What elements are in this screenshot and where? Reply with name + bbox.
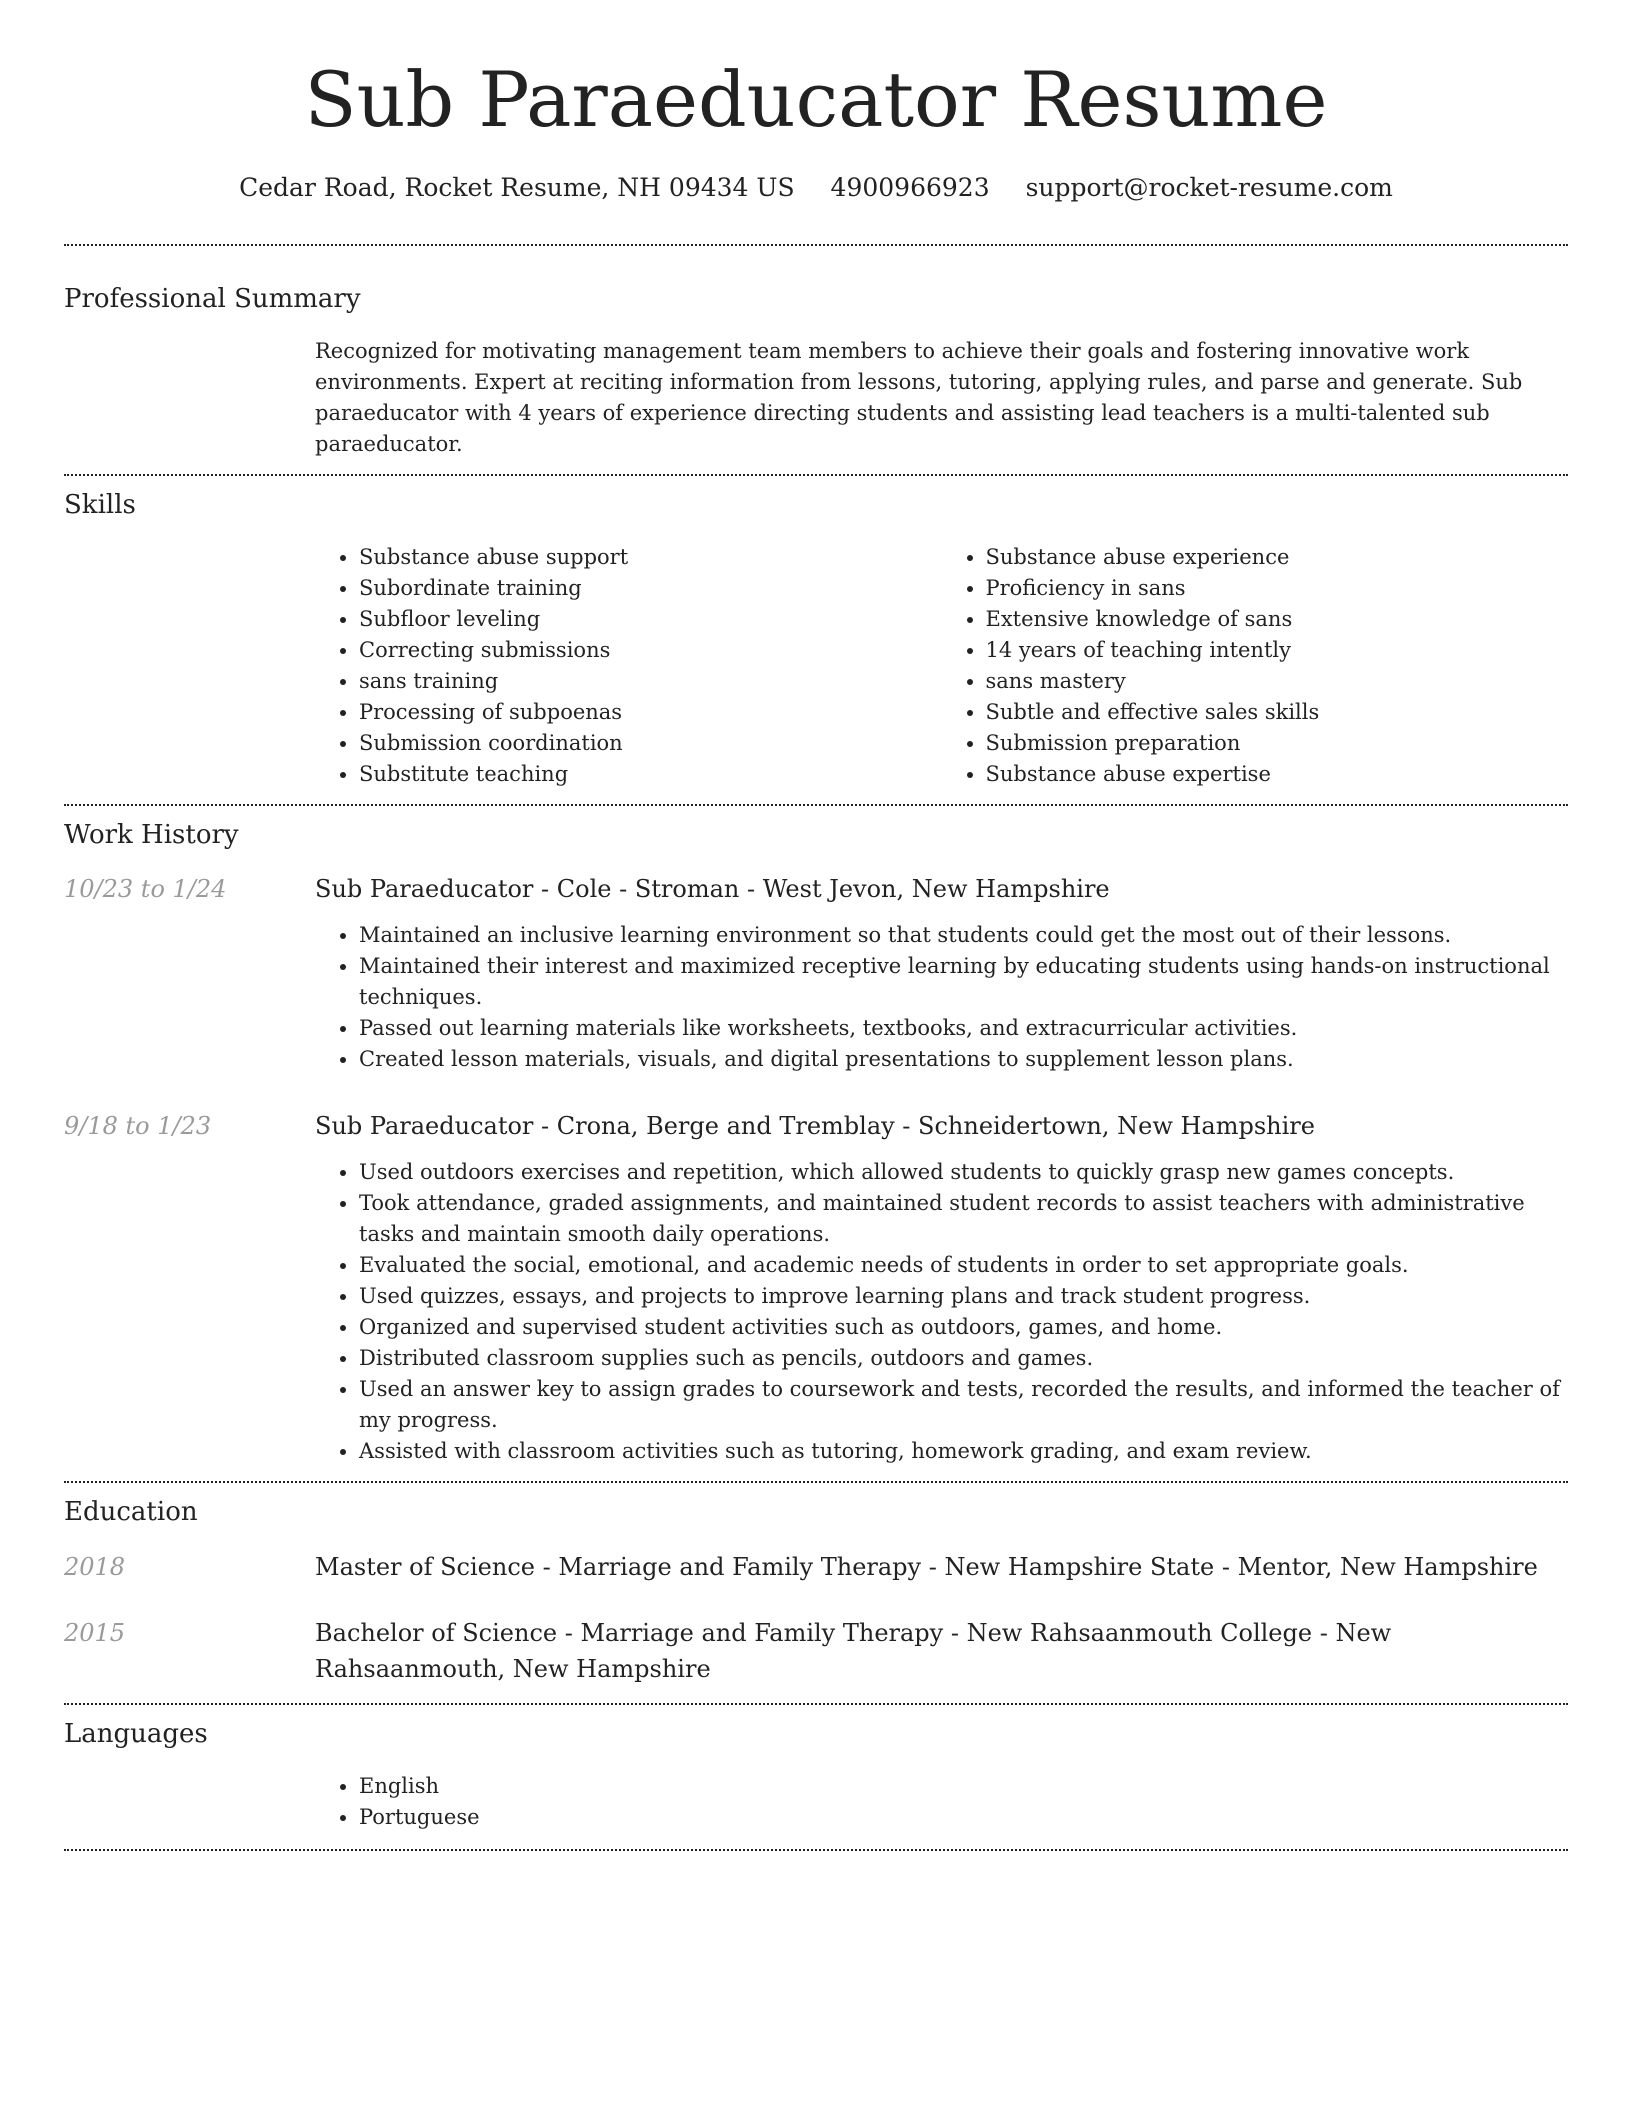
job-entry [64, 872, 1568, 1075]
job-dates: 10/23 to 1/24 [64, 875, 227, 903]
languages-heading: Languages [64, 1719, 208, 1749]
job-bullet: • Created lesson materials, visuals, and digital presentations to supplement lesson plans. [359, 1044, 1568, 1075]
job-title: Sub Paraeducator - Crona, Berge and Tremblay - Schneidertown, New Hampshire [315, 1112, 1315, 1140]
job-bullet: • Distributed classroom supplies such as pencils, outdoors and games. [359, 1343, 1568, 1374]
summary-text: Recognized for motivating management team members to achieve their goals and fostering innovative work environments. Expert at reciting information from lessons, tutoring, applying rules, and parse and generate. Sub paraeducator with 4 years of experience directing students and assisting lead teachers is a multi-talented sub paraeducator. [315, 339, 1523, 456]
job-dates: 9/18 to 1/23 [64, 1112, 212, 1140]
job-header [64, 1109, 1568, 1143]
contact-line [64, 172, 1568, 204]
education-degree: Master of Science - Marriage and Family Therapy - New Hampshire State - Mentor, New Hampshire [315, 1553, 1538, 1581]
job-header [64, 872, 1568, 906]
contact-email: support@rocket-resume.com [1025, 173, 1393, 202]
job-bullet: • Used quizzes, essays, and projects to improve learning plans and track student progress. [359, 1281, 1568, 1312]
job-bullet: • Used an answer key to assign grades to coursework and tests, recorded the results, and informed the teacher of my progress. [359, 1374, 1568, 1436]
job-bullet: • Passed out learning materials like worksheets, textbooks, and extracurricular activities. [359, 1013, 1568, 1044]
education-section [64, 1483, 1568, 1703]
summary-section [64, 246, 1568, 474]
skill-item: • Processing of subpoenas [359, 697, 942, 728]
skill-item: • Subordinate training [359, 573, 942, 604]
job-bullet: • Assisted with classroom activities such as tutoring, homework grading, and exam review. [359, 1436, 1568, 1467]
skill-item: • Correcting submissions [359, 635, 942, 666]
education-year: 2018 [64, 1553, 126, 1581]
job-details [315, 1157, 1568, 1467]
skill-item: • Substitute teaching [359, 759, 942, 790]
skill-item: • Submission preparation [986, 728, 1569, 759]
skill-item: • Substance abuse support [359, 542, 942, 573]
skills-section [64, 476, 1568, 804]
contact-phone: 4900966923 [830, 173, 990, 202]
skill-item: • Subtle and effective sales skills [986, 697, 1569, 728]
skill-item: • 14 years of teaching intently [986, 635, 1569, 666]
languages-section [64, 1705, 1568, 1849]
skill-item: • Extensive knowledge of sans [986, 604, 1569, 635]
education-year: 2015 [64, 1619, 126, 1647]
summary-heading: Professional Summary [64, 284, 361, 314]
skills-content [315, 542, 1568, 790]
job-bullet: • Evaluated the social, emotional, and academic needs of students in order to set appropriate goals. [359, 1250, 1568, 1281]
language-item: • Portuguese [359, 1802, 1568, 1833]
skill-item: • sans training [359, 666, 942, 697]
job-bullet: • Organized and supervised student activities such as outdoors, games, and home. [359, 1312, 1568, 1343]
job-bullets [315, 1157, 1568, 1467]
job-bullet: • Took attendance, graded assignments, and maintained student records to assist teachers with administrative tasks and maintain smooth daily operations. [359, 1188, 1568, 1250]
education-entry [64, 1549, 1568, 1585]
education-entry [64, 1615, 1568, 1687]
skill-item: • Proficiency in sans [986, 573, 1569, 604]
job-bullet: • Used outdoors exercises and repetition, which allowed students to quickly grasp new games concepts. [359, 1157, 1568, 1188]
job-details [315, 920, 1568, 1075]
contact-address: Cedar Road, Rocket Resume, NH 09434 US [239, 173, 795, 202]
work-heading: Work History [64, 820, 239, 850]
skills-heading: Skills [64, 490, 136, 520]
resume-title: Sub Paraeducator Resume [304, 55, 1328, 144]
job-bullet: • Maintained their interest and maximized receptive learning by educating students using hands-on instructional techniques. [359, 951, 1568, 1013]
work-section [64, 806, 1568, 1481]
education-degree: Bachelor of Science - Marriage and Family Therapy - New Rahsaanmouth College - New Rahsaanmouth, New Hampshire [315, 1619, 1392, 1683]
skill-item: • Substance abuse expertise [986, 759, 1569, 790]
skills-list-left [315, 542, 942, 790]
skill-item: • Subfloor leveling [359, 604, 942, 635]
skill-item: • Submission coordination [359, 728, 942, 759]
summary-content [315, 336, 1568, 460]
job-bullets [315, 920, 1568, 1075]
resume-header [64, 0, 1568, 204]
languages-content [315, 1771, 1568, 1833]
skill-item: • sans mastery [986, 666, 1569, 697]
divider [64, 1849, 1568, 1851]
job-title: Sub Paraeducator - Cole - Stroman - West Jevon, New Hampshire [315, 875, 1110, 903]
job-entry [64, 1109, 1568, 1467]
skills-list-right [942, 542, 1569, 790]
education-heading: Education [64, 1497, 198, 1527]
language-item: • English [359, 1771, 1568, 1802]
languages-list [315, 1771, 1568, 1833]
job-bullet: • Maintained an inclusive learning environment so that students could get the most out of their lessons. [359, 920, 1568, 951]
skill-item: • Substance abuse experience [986, 542, 1569, 573]
